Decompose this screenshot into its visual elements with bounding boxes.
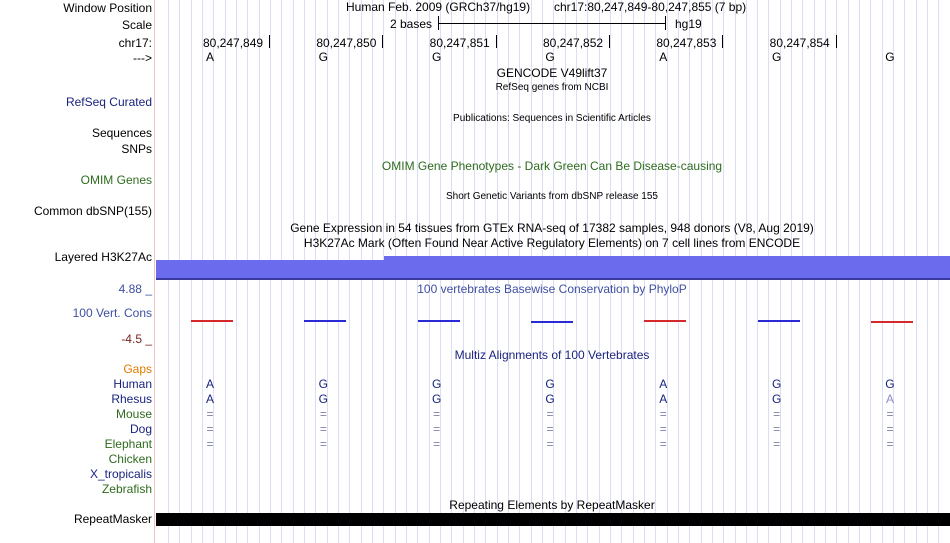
alignment-base: G	[885, 377, 895, 391]
phylop-mark	[871, 319, 913, 323]
gaps-track-label[interactable]: Gaps	[123, 362, 152, 376]
ruler-base: A	[659, 50, 668, 64]
alignment-base: A	[205, 392, 215, 406]
ruler-tick-icon	[496, 35, 497, 48]
alignment-base: =	[319, 422, 327, 436]
phylop-mark	[191, 319, 233, 323]
species-label-elephant[interactable]: Elephant	[104, 437, 152, 451]
species-label-mouse[interactable]: Mouse	[115, 407, 152, 421]
scale-text: 2 bases	[390, 17, 433, 31]
scale-label: Scale	[121, 18, 152, 32]
ruler-tick-icon	[836, 35, 837, 48]
alignment-base: =	[319, 407, 327, 421]
phylop-mark	[304, 319, 346, 323]
ruler-base: A	[205, 50, 215, 64]
assembly-text: Human Feb. 2009 (GRCh37/hg19)	[346, 0, 531, 14]
refseq-curated-track-label[interactable]: RefSeq Curated	[65, 95, 152, 109]
repeatmasker-bar[interactable]	[156, 513, 950, 526]
chrom-label: chr17:	[118, 36, 152, 50]
alignment-base: G	[431, 392, 442, 406]
phylop-mark	[758, 319, 800, 323]
alignment-base: =	[659, 422, 667, 436]
alignment-base: =	[546, 422, 554, 436]
refseq-subtitle: RefSeq genes from NCBI	[495, 82, 609, 93]
phylop-title: 100 vertebrates Basewise Conservation by PhyloP	[417, 282, 687, 296]
alignment-base: =	[773, 407, 781, 421]
window-position-label: Window Position	[63, 1, 152, 15]
phylop-min-label: -4.5 _	[121, 332, 152, 346]
strand-label: --->	[133, 51, 152, 65]
species-label-chicken[interactable]: Chicken	[108, 452, 152, 466]
alignment-base: =	[433, 437, 441, 451]
ruler-tick-icon	[269, 35, 270, 48]
ruler-position-label: 80,247,852	[542, 36, 604, 50]
ruler-base: G	[885, 50, 895, 64]
ruler-base: G	[318, 50, 328, 64]
repeatmasker-title: Repeating Elements by RepeatMasker	[449, 498, 655, 512]
ruler-position-label: 80,247,854	[769, 36, 830, 50]
phylop-mark	[644, 319, 686, 323]
phylop-max-label: 4.88 _	[118, 282, 152, 296]
ruler-position-label: 80,247,849	[203, 36, 264, 50]
alignment-base: =	[773, 422, 781, 436]
ruler-base: G	[545, 50, 555, 64]
layered-h3k27ac-track-label[interactable]: Layered H3K27Ac	[54, 250, 152, 264]
alignment-base: G	[431, 377, 442, 391]
alignment-base: =	[773, 437, 781, 451]
scale-genome: hg19	[675, 17, 702, 31]
ruler-tick-icon	[722, 35, 723, 48]
publications-title: Publications: Sequences in Scientific Articles	[453, 113, 651, 124]
h3k27ac-title: H3K27Ac Mark (Often Found Near Active Regulatory Elements) on 7 cell lines from ENCODE	[303, 236, 801, 250]
omim-genes-track-label[interactable]: OMIM Genes	[80, 173, 152, 187]
alignment-base: =	[886, 407, 894, 421]
alignment-base: =	[546, 407, 554, 421]
alignment-base: =	[659, 407, 667, 421]
scale-bar-icon	[438, 16, 666, 30]
phylop-mark	[531, 319, 573, 323]
alignment-base: =	[546, 437, 554, 451]
sequences-track-label[interactable]: Sequences	[91, 126, 152, 140]
label-divider	[154, 0, 155, 543]
alignment-base: G	[545, 392, 555, 406]
repeatmasker-track-label[interactable]: RepeatMasker	[73, 512, 152, 526]
alignment-base: A	[205, 377, 215, 391]
gencode-title: GENCODE V49lift37	[496, 66, 608, 80]
ruler-position-label: 80,247,850	[316, 36, 377, 50]
species-label-rhesus[interactable]: Rhesus	[111, 392, 152, 406]
alignment-base: G	[771, 377, 782, 391]
ruler-tick-icon	[609, 35, 610, 48]
alignment-base: G	[318, 392, 328, 406]
ruler-base: G	[771, 50, 782, 64]
species-label-zebrafish[interactable]: Zebrafish	[101, 482, 152, 496]
ruler-base: G	[431, 50, 442, 64]
alignment-base: =	[206, 437, 214, 451]
common-dbsnp-track-label[interactable]: Common dbSNP(155)	[33, 204, 152, 218]
alignment-base: A	[659, 392, 668, 406]
snps-track-label[interactable]: SNPs	[121, 142, 152, 156]
multiz-title: Multiz Alignments of 100 Vertebrates	[454, 348, 650, 362]
ruler-tick-icon	[382, 35, 383, 48]
alignment-base: =	[319, 437, 327, 451]
alignment-base: G	[545, 377, 555, 391]
alignment-base: G	[318, 377, 328, 391]
alignment-base: =	[659, 437, 667, 451]
alignment-base: =	[886, 437, 894, 451]
ruler-position-label: 80,247,853	[656, 36, 717, 50]
gtex-title: Gene Expression in 54 tissues from GTEx RNA-seq of 17382 samples, 948 donors (V8, Aug 2019)	[290, 221, 814, 235]
species-label-x_tropicalis[interactable]: X_tropicalis	[89, 467, 152, 481]
dbsnp-title: Short Genetic Variants from dbSNP release 155	[446, 191, 658, 202]
species-label-dog[interactable]: Dog	[129, 422, 152, 436]
species-label-human[interactable]: Human	[113, 377, 152, 391]
h3k27ac-signal[interactable]	[156, 256, 950, 280]
alignment-base: G	[771, 392, 782, 406]
omim-title: OMIM Gene Phenotypes - Dark Green Can Be Disease-causing	[381, 159, 723, 173]
phylop-track-label[interactable]: 100 Vert. Cons	[72, 306, 152, 320]
alignment-base: =	[433, 407, 441, 421]
alignment-base: =	[433, 422, 441, 436]
alignment-base: =	[886, 422, 894, 436]
alignment-base: =	[206, 422, 214, 436]
alignment-base: A	[885, 392, 894, 406]
alignment-base: =	[206, 407, 214, 421]
phylop-mark	[418, 319, 460, 323]
alignment-base: A	[659, 377, 668, 391]
position-text: chr17:80,247,849-80,247,855 (7 bp)	[554, 0, 747, 14]
ruler-position-label: 80,247,851	[429, 36, 490, 50]
